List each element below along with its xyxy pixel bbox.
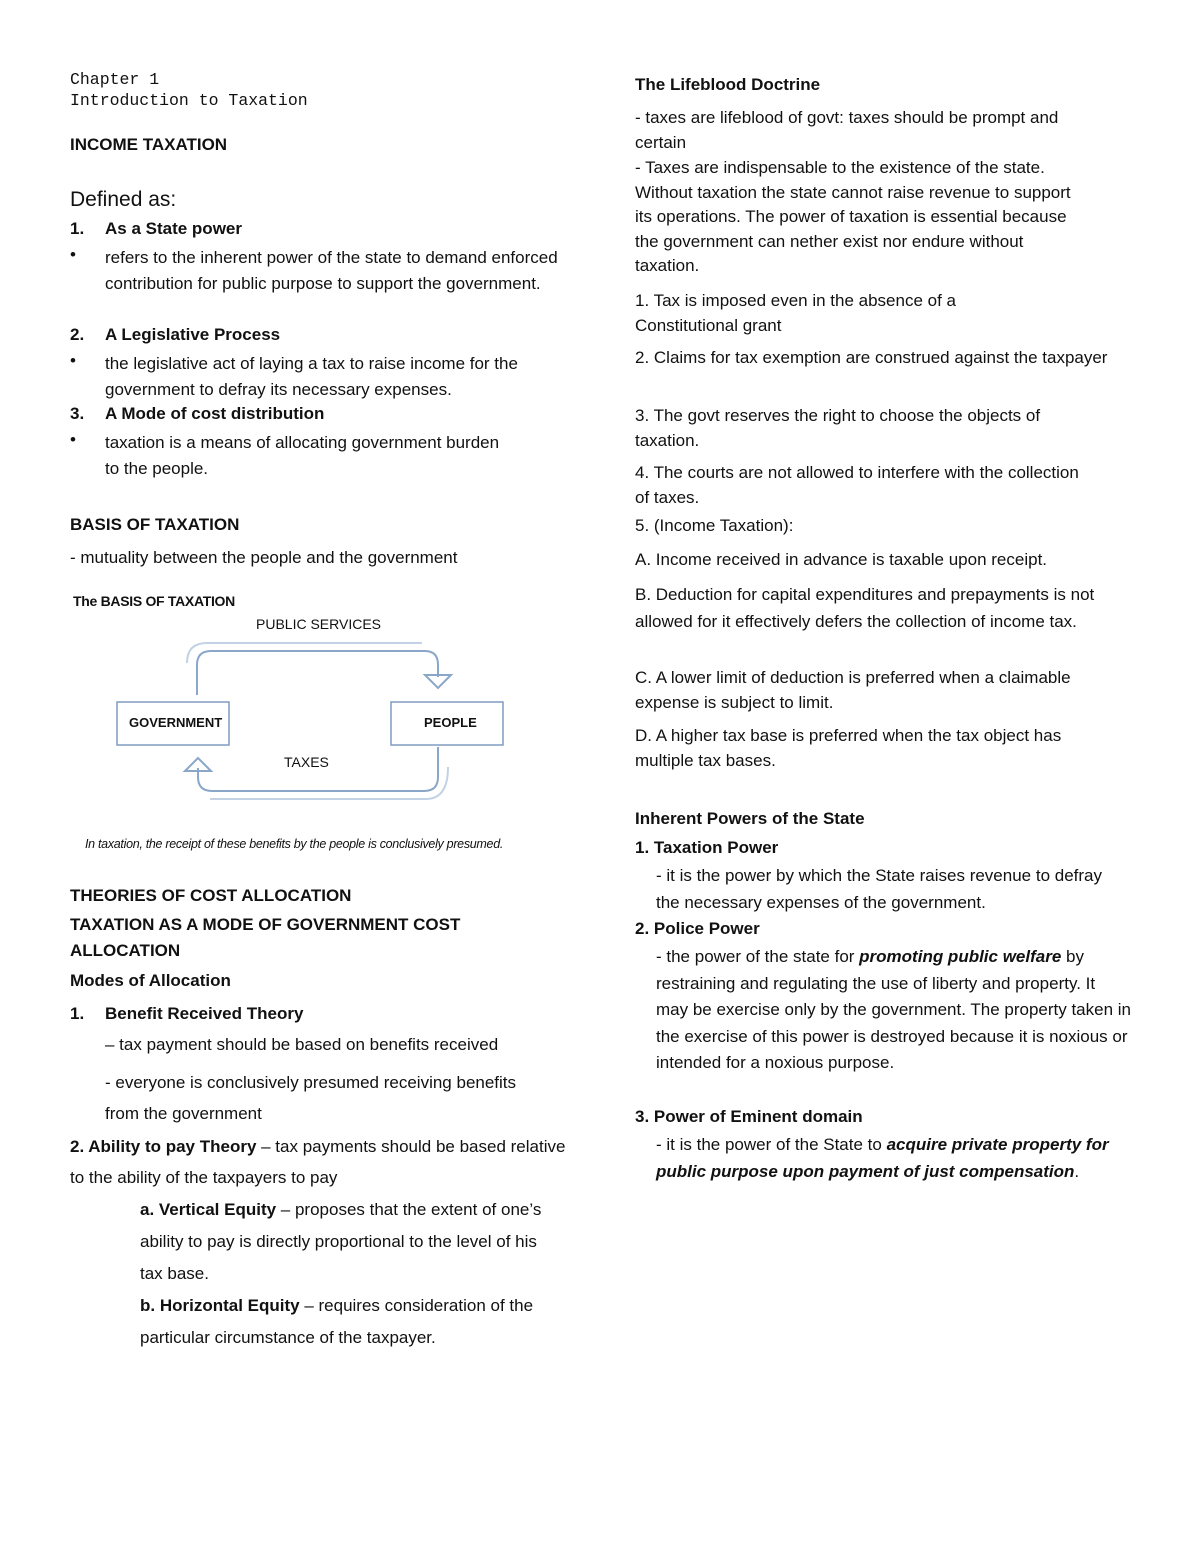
benefit-theory-number: 1.	[70, 1004, 85, 1023]
ability-theory-title: 2. Ability to pay Theory	[70, 1137, 257, 1156]
horizontal-equity-title: b. Horizontal Equity	[140, 1296, 300, 1315]
public-services-arrow-outline	[187, 643, 422, 663]
power-3-emphasis: acquire private property for public purpose upon payment of just compensation	[656, 1135, 1109, 1181]
theories-heading: THEORIES OF COST ALLOCATION	[70, 886, 352, 905]
income-point-b: B. Deduction for capital expenditures and prepayments is not allowed for it effectively defers the collection of income tax.	[635, 585, 1095, 631]
taxation-mode-heading: TAXATION AS A MODE OF GOVERNMENT COST ALLOCATION	[70, 915, 461, 960]
income-point-c: C. A lower limit of deduction is preferred when a claimable expense is subject to limit.	[635, 668, 1071, 712]
basis-diagram	[70, 585, 570, 860]
power-3-text-end: .	[1074, 1161, 1080, 1181]
horizontal-equity-body: – requires consideration of the particular circumstance of the taxpayer.	[140, 1296, 534, 1347]
power-2-title: 2. Police Power	[635, 919, 760, 938]
power-3-body	[656, 1132, 1116, 1185]
definition-3-number: 3.	[70, 404, 85, 423]
people-label: PEOPLE	[424, 715, 477, 730]
benefit-theory-line2: - everyone is conclusively presumed receiving benefits from the government	[105, 1073, 517, 1123]
definition-3-title	[70, 404, 324, 424]
benefit-theory-line1: – tax payment should be based on benefits received	[105, 1035, 499, 1054]
power-3-text: - it is the power of the State to	[656, 1135, 887, 1154]
basis-heading: BASIS OF TAXATION	[70, 515, 240, 534]
modes-heading: Modes of Allocation	[70, 971, 231, 990]
vertical-equity-title: a. Vertical Equity	[140, 1200, 277, 1219]
power-2-text: - the power of the state for	[656, 947, 860, 966]
vertical-equity	[140, 1194, 560, 1290]
lifeblood-paragraph-1: - taxes are lifeblood of govt: taxes should be prompt and certain	[635, 108, 1059, 152]
income-taxation-heading: INCOME TAXATION	[70, 135, 228, 154]
basis-text: - mutuality between the people and the government	[70, 548, 458, 567]
power-2-emphasis: promoting public welfare	[859, 947, 1062, 966]
defined-as-heading: Defined as:	[70, 188, 177, 211]
lifeblood-point-3: 3. The govt reserves the right to choose the objects of taxation.	[635, 406, 1041, 450]
diagram-title: The BASIS OF TAXATION	[73, 593, 235, 609]
benefit-theory-label: Benefit Received Theory	[105, 1004, 304, 1023]
definition-2-body: the legislative act of laying a tax to raise income for the government to defray its necessary expenses.	[105, 354, 518, 399]
power-1-body	[656, 862, 1126, 916]
definition-1-body: refers to the inherent power of the state to demand enforced contribution for public purpose to support the government.	[105, 248, 558, 293]
taxes-arrow-outline	[210, 767, 448, 799]
definition-1-title	[70, 219, 242, 239]
bullet-icon: •	[70, 351, 76, 370]
power-1-title: 1. Taxation Power	[635, 838, 779, 857]
definition-1-number: 1.	[70, 219, 85, 238]
bullet-icon: •	[70, 430, 76, 449]
definition-1-item	[70, 245, 570, 297]
bullet-icon: •	[70, 245, 76, 264]
definition-2-title	[70, 325, 280, 345]
powers-heading: Inherent Powers of the State	[635, 809, 865, 828]
ability-theory-body: – tax payments should be based relative to the ability of the taxpayers to pay	[70, 1137, 566, 1187]
definition-1-label: As a State power	[105, 219, 242, 238]
lifeblood-point-5: 5. (Income Taxation):	[635, 516, 794, 535]
vertical-equity-body: – proposes that the extent of one’s ability to pay is directly proportional to the level of his tax base.	[140, 1200, 542, 1283]
chapter-label: Chapter 1	[70, 70, 160, 89]
government-label: GOVERNMENT	[129, 715, 223, 730]
lifeblood-heading: The Lifeblood Doctrine	[635, 75, 821, 94]
lifeblood-paragraph-2: - Taxes are indispensable to the existence of the state. Without taxation the state cannot raise revenue to support its operations. The power of taxation is essential because the government can nether exist nor endure without taxation.	[635, 158, 1071, 275]
lifeblood-point-2: 2. Claims for tax exemption are construed against the taxpayer	[635, 348, 1108, 367]
benefit-theory-title	[70, 1004, 303, 1024]
power-2-body	[656, 944, 1131, 1077]
horizontal-equity	[140, 1290, 560, 1354]
taxes-label: TAXES	[284, 754, 329, 770]
definition-3-item	[70, 430, 570, 482]
lifeblood-point-1: 1. Tax is imposed even in the absence of a Constitutional grant	[635, 291, 956, 335]
lifeblood-point-4: 4. The courts are not allowed to interfere with the collection of taxes.	[635, 463, 1079, 507]
chapter-subtitle: Introduction to Taxation	[70, 91, 308, 110]
definition-2-label: A Legislative Process	[105, 325, 281, 344]
definition-3-label: A Mode of cost distribution	[105, 404, 325, 423]
public-services-label: PUBLIC SERVICES	[256, 616, 382, 632]
power-1-text: - it is the power by which the State raises revenue to defray the necessary expenses of the government.	[656, 866, 1103, 912]
public-services-arrow	[197, 651, 438, 695]
diagram-caption: In taxation, the receipt of these benefits by the people is conclusively presumed.	[85, 837, 504, 851]
definition-2-item	[70, 351, 570, 403]
power-2-text-end: by restraining and regulating the use of liberty and property. It may be exercise only by the government. The property taken in the exercise of this power is destroyed because it is noxious or intended for a noxious purpose.	[656, 947, 1131, 1072]
power-3-title: 3. Power of Eminent domain	[635, 1107, 863, 1126]
definition-3-body: taxation is a means of allocating government burden to the people.	[105, 433, 500, 478]
definition-2-number: 2.	[70, 325, 85, 344]
income-point-a: A. Income received in advance is taxable upon receipt.	[635, 550, 1048, 569]
ability-theory	[70, 1131, 575, 1193]
income-point-d: D. A higher tax base is preferred when the tax object has multiple tax bases.	[635, 726, 1062, 770]
